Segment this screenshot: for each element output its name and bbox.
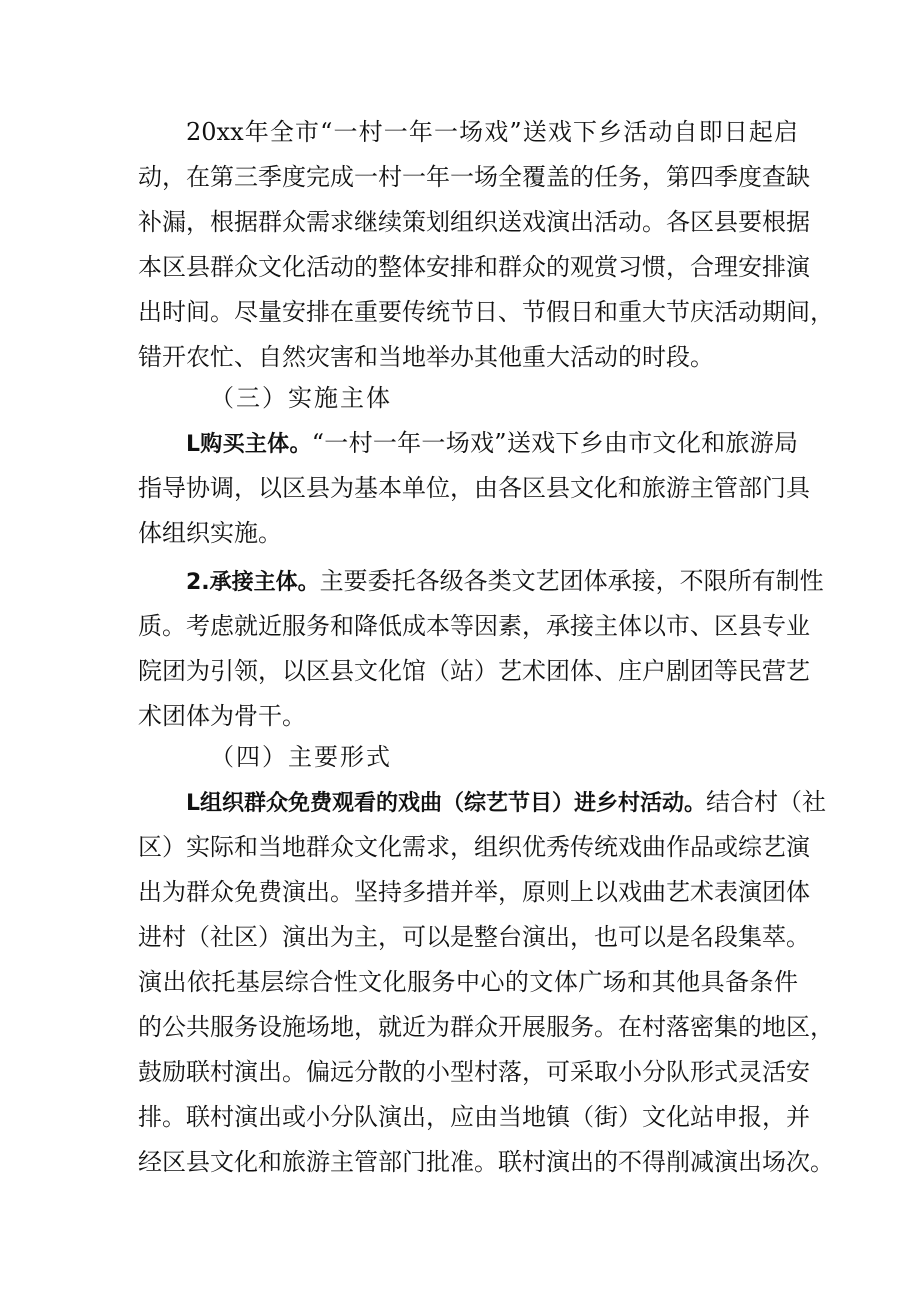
paragraph-4-lead: L组织群众免费观看的戏曲（综艺节目）进乡村活动。: [186, 791, 707, 816]
paragraph-2-line-3: 体组织实施。: [138, 519, 282, 547]
paragraph-1-line-5: 出时间。尽量安排在重要传统节日、节假日和重大节庆活动期间，: [138, 298, 834, 326]
paragraph-4-line-2: 区）实际和当地群众文化需求，组织优秀传统戏曲作品或综艺演: [138, 833, 810, 861]
paragraph-3-line-4: 术团体为骨干。: [138, 702, 306, 730]
paragraph-1-line-6: 错开农忙、自然灾害和当地举办其他重大活动的时段。: [138, 343, 714, 371]
paragraph-2-line-1-text: “一村一年一场戏”送戏下乡由市文化和旅游局: [311, 429, 798, 457]
section-heading-4: （四）主要形式: [210, 743, 392, 771]
paragraph-1-line-3: 补漏，根据群众需求继续策划组织送戏演出活动。各区县要根据: [138, 208, 810, 236]
paragraph-1-line-4: 本区县群众文化活动的整体安排和群众的观赏习惯，合理安排演: [138, 253, 810, 281]
paragraph-1-line-2: 动，在第三季度完成一村一年一场全覆盖的任务，第四季度查缺: [138, 163, 810, 191]
paragraph-2-line-2: 指导协调，以区县为基本单位，由各区县文化和旅游主管部门具: [138, 474, 810, 502]
paragraph-4-line-3: 出为群众免费演出。坚持多措并举，原则上以戏曲艺术表演团体: [138, 878, 810, 906]
paragraph-4-line-1: [186, 782, 827, 822]
paragraph-4-line-8: 排。联村演出或小分队演出，应由当地镇（街）文化站申报，并: [138, 1103, 810, 1131]
paragraph-2-line-1: [186, 423, 798, 463]
paragraph-3-lead: 2.承接主体。: [186, 570, 320, 595]
paragraph-4-line-7: 鼓励联村演出。偏远分散的小型村落，可采取小分队形式灵活安: [138, 1058, 810, 1086]
paragraph-1-line-1: 20xx年全市“一村一年一场戏”送戏下乡活动自即日起启: [186, 118, 798, 146]
paragraph-3-line-3: 院团为引领，以区县文化馆（站）艺术团体、庄户剧团等民营艺: [138, 657, 810, 685]
paragraph-3-line-1: [186, 561, 824, 601]
paragraph-4-line-5: 演出依托基层综合性文化服务中心的文体广场和其他具备条件: [138, 968, 798, 996]
paragraph-3-line-1-text: 主要委托各级各类文艺团体承接，不限所有制性: [319, 567, 824, 595]
paragraph-4-line-9: 经区县文化和旅游主管部门批准。联村演出的不得削减演出场次。: [138, 1148, 834, 1176]
paragraph-4-line-6: 的公共服务设施场地，就近为群众开展服务。在村落密集的地区，: [138, 1013, 834, 1041]
paragraph-2-lead: L购买主体。: [186, 432, 312, 457]
paragraph-4-line-1-text: 结合村（社: [706, 788, 827, 816]
section-heading-3: （三）实施主体: [210, 384, 392, 412]
paragraph-4-line-4: 进村（社区）演出为主，可以是整台演出，也可以是名段集萃。: [138, 923, 810, 951]
paragraph-3-line-2: 质。考虑就近服务和降低成本等因素，承接主体以市、区县专业: [138, 612, 810, 640]
